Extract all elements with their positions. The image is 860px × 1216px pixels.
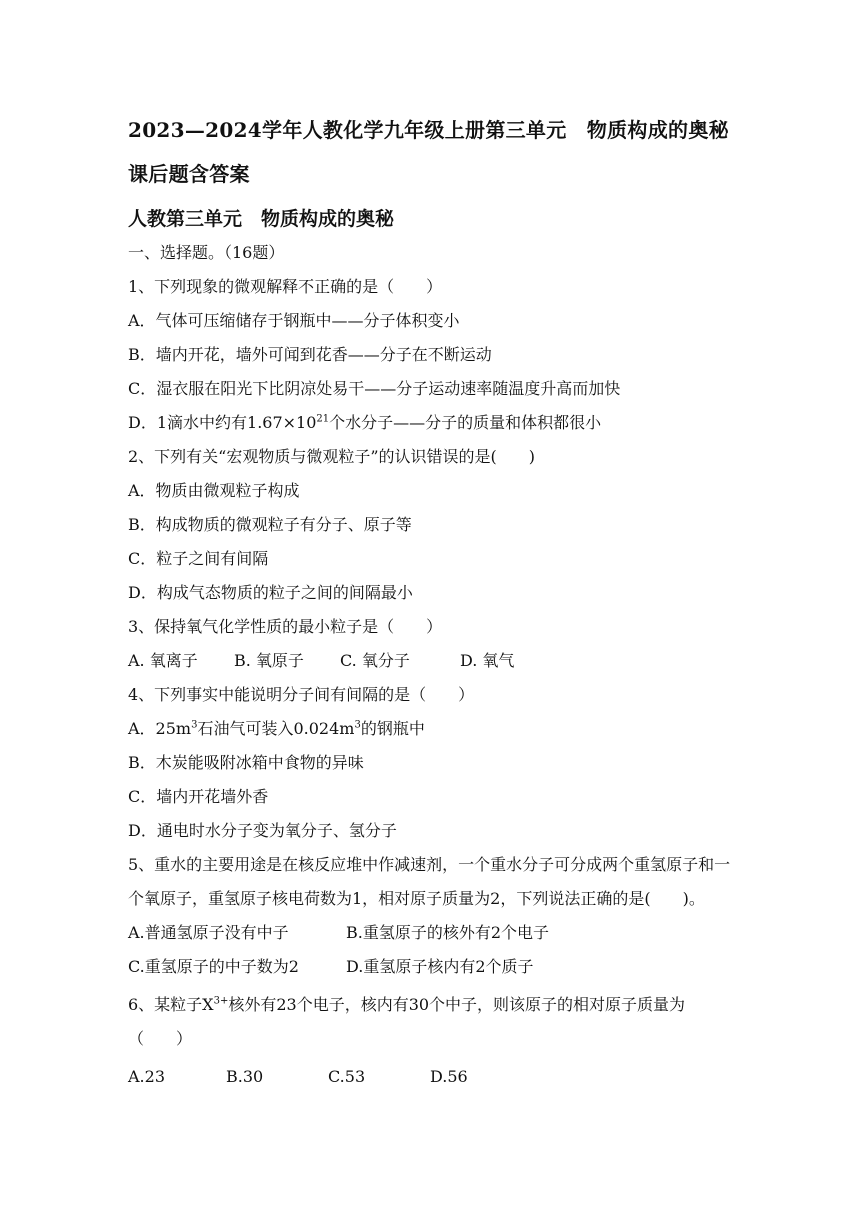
question-6-stem-post: 核外有23个电子，核内有30个中子，则该原子的相对原子质量为（ ） [128, 995, 686, 1048]
question-4-option-a-post: 的钢瓶中 [360, 719, 425, 738]
question-6-options [128, 1060, 740, 1094]
question-6-option-a: A.23 [128, 1067, 165, 1086]
question-4-option-a-mid: 石油气可装入0.024m [197, 719, 355, 738]
question-1-option-d-pre: D．1滴水中约有1.67×10 [128, 413, 317, 432]
question-6-option-c: C.53 [328, 1067, 366, 1086]
question-1-option-d [128, 406, 740, 440]
question-3-options [128, 644, 740, 678]
section-title: 人教第三单元 物质构成的奥秘 [128, 208, 395, 230]
document-title-line1: 2023—2024学年人教化学九年级上册第三单元 物质构成的奥秘 [128, 118, 729, 142]
question-3-stem: 3、保持氧气化学性质的最小粒子是（ ） [128, 617, 443, 636]
question-4-option-b: B．木炭能吸附冰箱中食物的异味 [128, 753, 364, 772]
question-3-option-c: C. 氧分子 [340, 651, 410, 670]
question-2-option-b: B．构成物质的微观粒子有分子、原子等 [128, 515, 412, 534]
question-4-option-a-exponent-2: 3 [354, 719, 361, 731]
question-6-option-d: D.56 [430, 1067, 468, 1086]
question-5-option-a: A.普通氢原子没有中子 [128, 923, 289, 942]
question-4-option-a-pre: A．25m [128, 719, 192, 738]
document-title-line2: 课后题含答案 [128, 162, 250, 186]
question-1-option-b: B．墙内开花，墙外可闻到花香——分子在不断运动 [128, 345, 492, 364]
question-3-option-d: D. 氧气 [460, 651, 515, 670]
question-5-options-row-1 [128, 916, 740, 950]
part-heading: 一、选择题。（16题） [128, 243, 285, 262]
question-3-option-a: A. 氧离子 [128, 651, 198, 670]
question-6-stem-pre: 6、某粒子X [128, 995, 214, 1014]
question-3-option-b: B. 氧原子 [234, 651, 304, 670]
question-2-option-c: C．粒子之间有间隔 [128, 549, 269, 568]
question-4-option-d: D．通电时水分子变为氧分子、氢分子 [128, 821, 397, 840]
question-5-options-row-2 [128, 950, 740, 984]
question-1-option-a: A．气体可压缩储存于钢瓶中——分子体积变小 [128, 311, 460, 330]
question-1-option-d-post: 个水分子——分子的质量和体积都很小 [329, 413, 602, 432]
question-2-stem: 2、下列有关“宏观物质与微观粒子”的认识错误的是( ) [128, 447, 536, 466]
question-6-charge: 3+ [213, 995, 229, 1007]
question-6-option-b: B.30 [226, 1067, 264, 1086]
question-2-option-d: D．构成气态物质的粒子之间的间隔最小 [128, 583, 413, 602]
question-5-option-b: B.重氢原子的核外有2个电子 [346, 923, 550, 942]
question-5-option-c: C.重氢原子的中子数为2 [128, 957, 299, 976]
question-4-stem: 4、下列事实中能说明分子间有间隔的是（ ） [128, 685, 475, 704]
question-1-option-d-exponent: 21 [316, 413, 330, 425]
question-5-stem: 5、重水的主要用途是在核反应堆中作减速剂，一个重水分子可分成两个重氢原子和一个氧原子，重氢原子核电荷数为1，相对原子质量为2，下列说法正确的是( )。 [128, 855, 731, 908]
question-5-option-d: D.重氢原子核内有2个质子 [346, 957, 534, 976]
question-4-option-a [128, 712, 740, 746]
question-4-option-a-exponent-1: 3 [191, 719, 198, 731]
question-4-option-c: C．墙内开花墙外香 [128, 787, 269, 806]
question-1-stem: 1、下列现象的微观解释不正确的是（ ） [128, 277, 443, 296]
question-2-option-a: A．物质由微观粒子构成 [128, 481, 300, 500]
document-content [128, 112, 740, 1094]
question-1-option-c: C．湿衣服在阳光下比阴凉处易干——分子运动速率随温度升高而加快 [128, 379, 621, 398]
question-6-stem [128, 988, 740, 1056]
